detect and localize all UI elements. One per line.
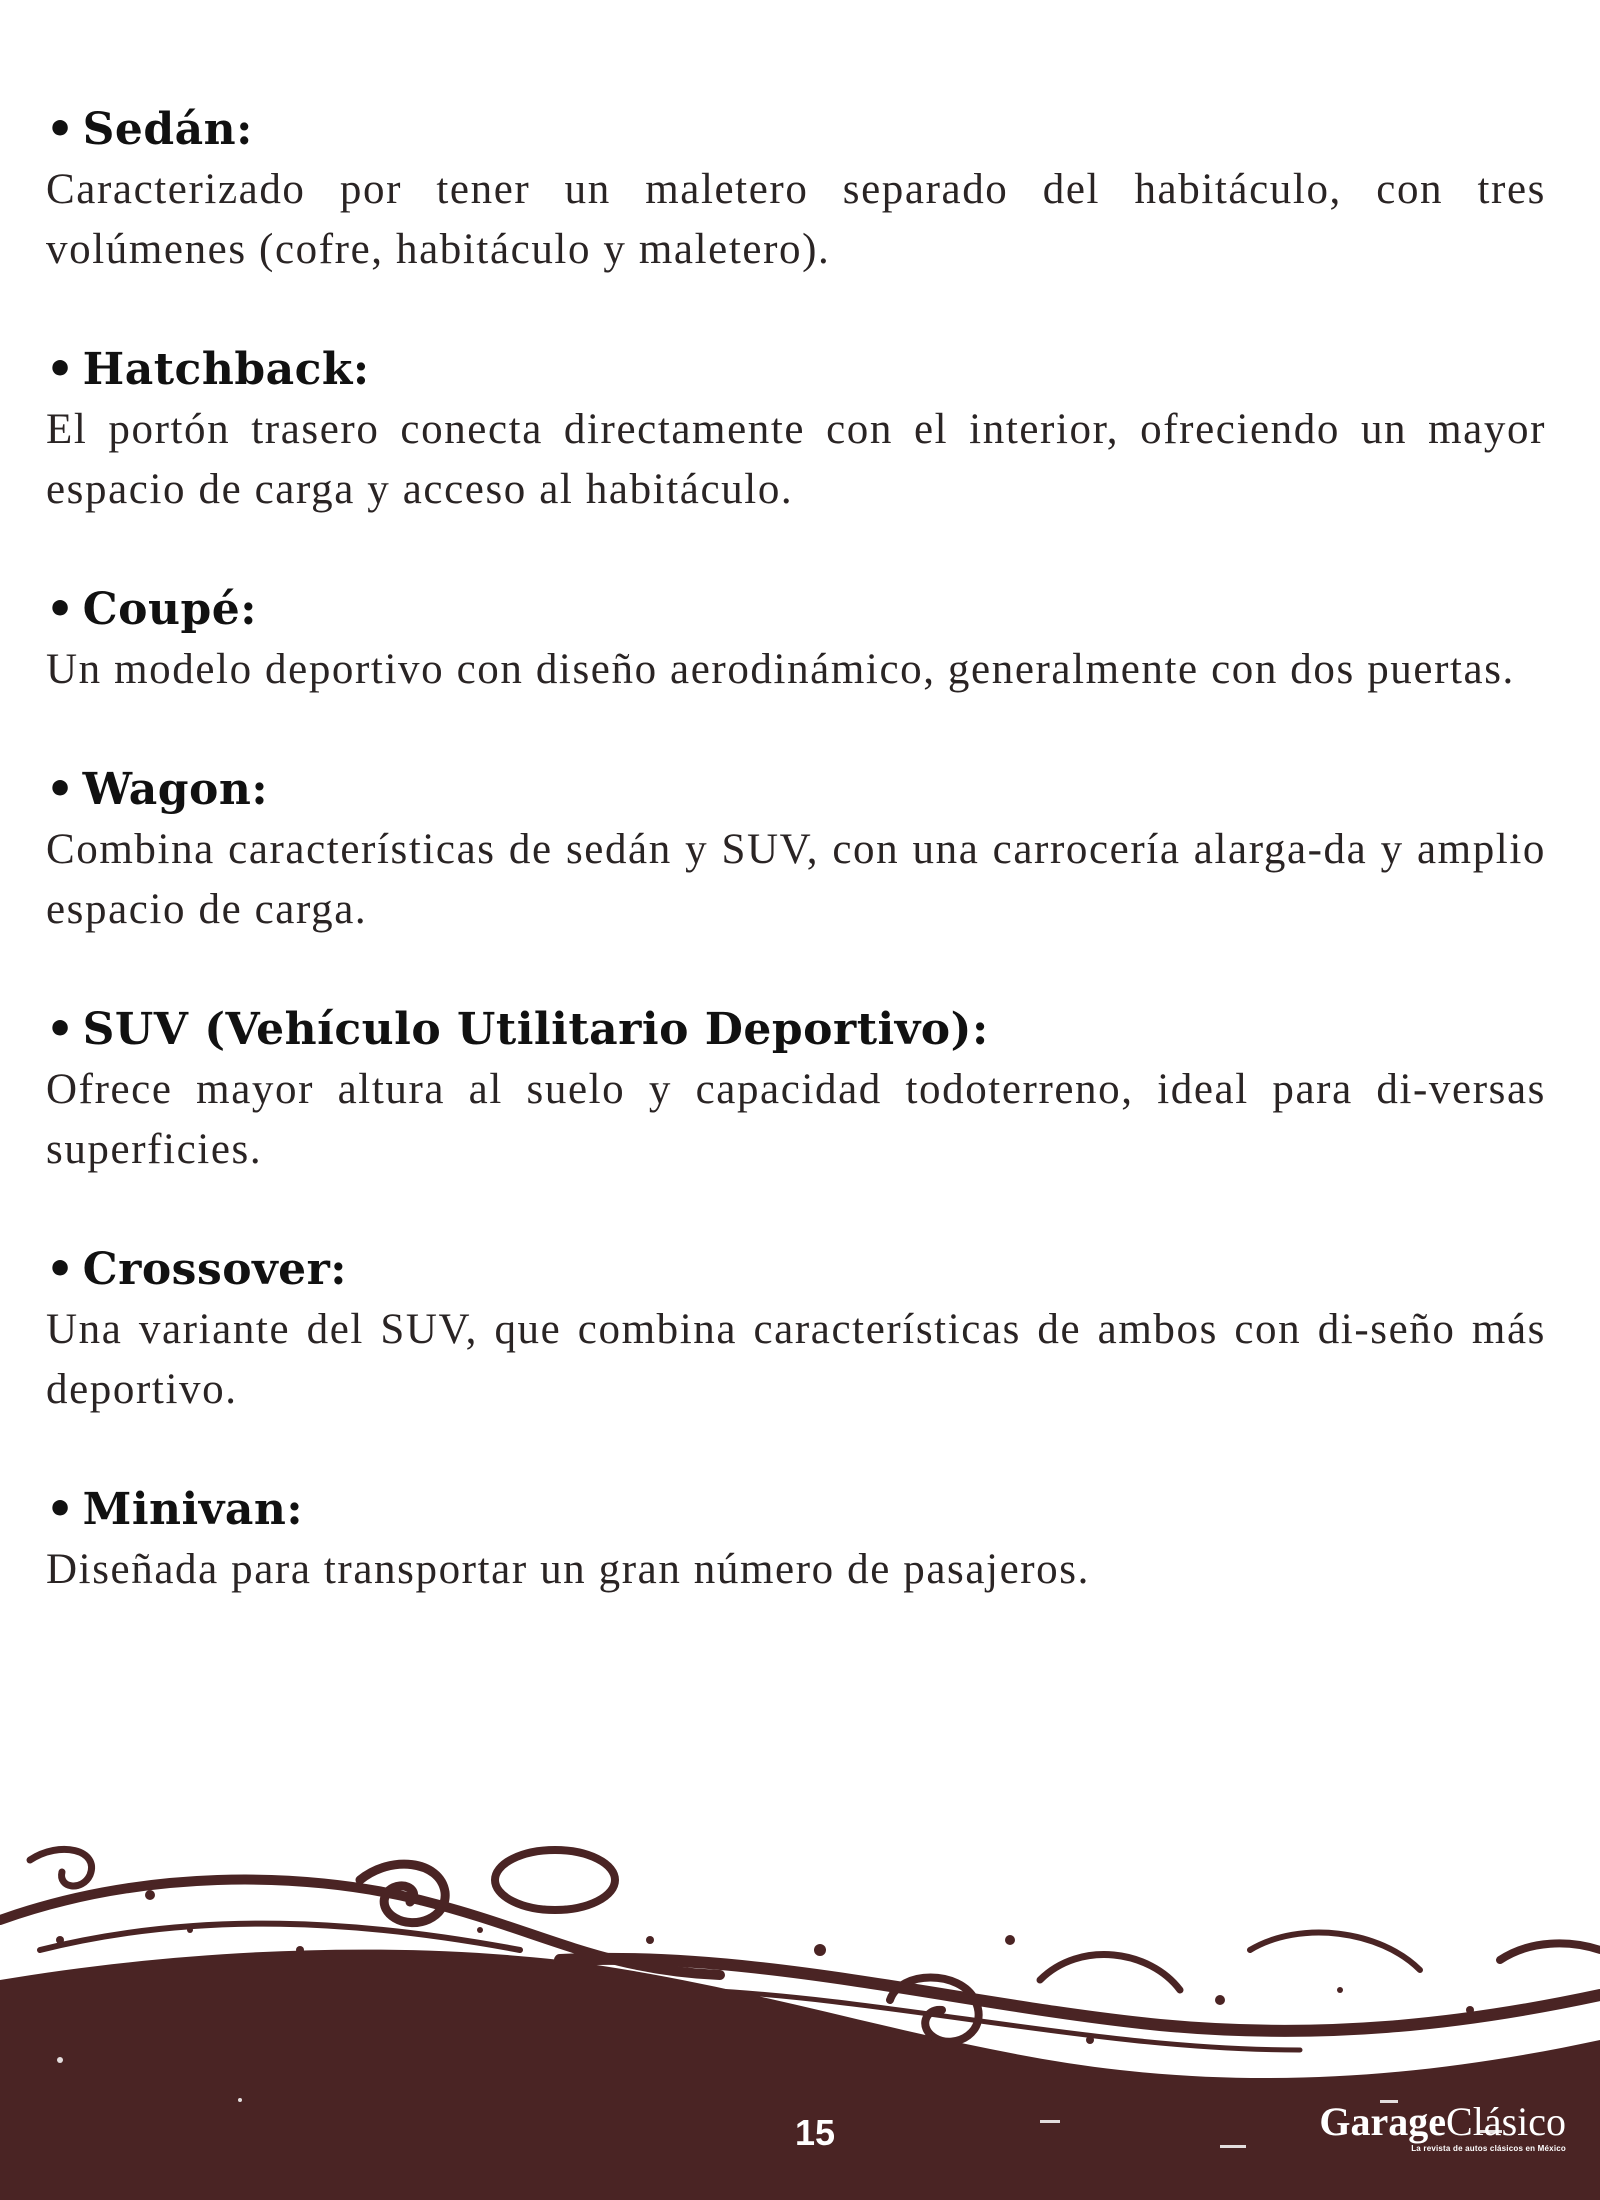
entry-heading — [46, 760, 1546, 820]
bullet-icon: • — [46, 1004, 75, 1055]
entry-sedan — [46, 100, 1546, 280]
entry-minivan — [46, 1480, 1546, 1600]
entry-heading — [46, 1240, 1546, 1300]
entry-description: Caracterizado por tener un maletero separado del habitáculo, con tres volúmenes (cofre, habitáculo y maletero). — [46, 166, 1546, 273]
entry-heading-text: Wagon: — [82, 764, 269, 815]
entry-heading — [46, 1480, 1546, 1540]
entry-description: Una variante del SUV, que combina características de ambos con di-seño más deportivo. — [46, 1306, 1546, 1413]
entry-heading-text: Sedán: — [82, 104, 253, 155]
entry-heading-text: Coupé: — [82, 584, 257, 635]
bullet-icon: • — [46, 764, 75, 815]
entry-heading — [46, 1000, 1546, 1060]
entry-wagon — [46, 760, 1546, 940]
entry-heading-text: Minivan: — [82, 1484, 304, 1535]
entry-heading-text: SUV (Vehículo Utilitario Deportivo): — [82, 1004, 989, 1055]
entry-heading-text: Hatchback: — [82, 344, 370, 395]
bullet-icon: • — [46, 344, 75, 395]
entry-description: Un modelo deportivo con diseño aerodinámico, generalmente con dos puertas. — [46, 646, 1515, 693]
entry-heading — [46, 100, 1546, 160]
entry-coupe — [46, 580, 1546, 700]
bullet-icon: • — [46, 104, 75, 155]
bullet-icon: • — [46, 1484, 75, 1535]
entry-crossover — [46, 1240, 1546, 1420]
page-number: 15 — [795, 2112, 836, 2153]
entry-suv — [46, 1000, 1546, 1180]
entry-heading — [46, 580, 1546, 640]
entry-description: Ofrece mayor altura al suelo y capacidad todoterreno, ideal para di-versas superficies. — [46, 1066, 1546, 1173]
article-body — [46, 100, 1546, 1660]
magazine-brand — [1319, 2100, 1566, 2154]
entry-heading — [46, 340, 1546, 400]
entry-description: Combina características de sedán y SUV, con una carrocería alarga-da y amplio espacio de carga. — [46, 826, 1546, 933]
entry-description: El portón trasero conecta directamente con el interior, ofreciendo un mayor espacio de carga y acceso al habitáculo. — [46, 406, 1546, 513]
bullet-icon: • — [46, 1244, 75, 1295]
brand-tagline: La revista de autos clásicos en México — [1411, 2144, 1566, 2153]
bullet-icon: • — [46, 584, 75, 635]
entry-hatchback — [46, 340, 1546, 520]
brand-logo: GarageClásico — [1319, 2099, 1566, 2144]
entry-description: Diseñada para transportar un gran número de pasajeros. — [46, 1546, 1090, 1593]
entry-heading-text: Crossover: — [82, 1244, 348, 1295]
